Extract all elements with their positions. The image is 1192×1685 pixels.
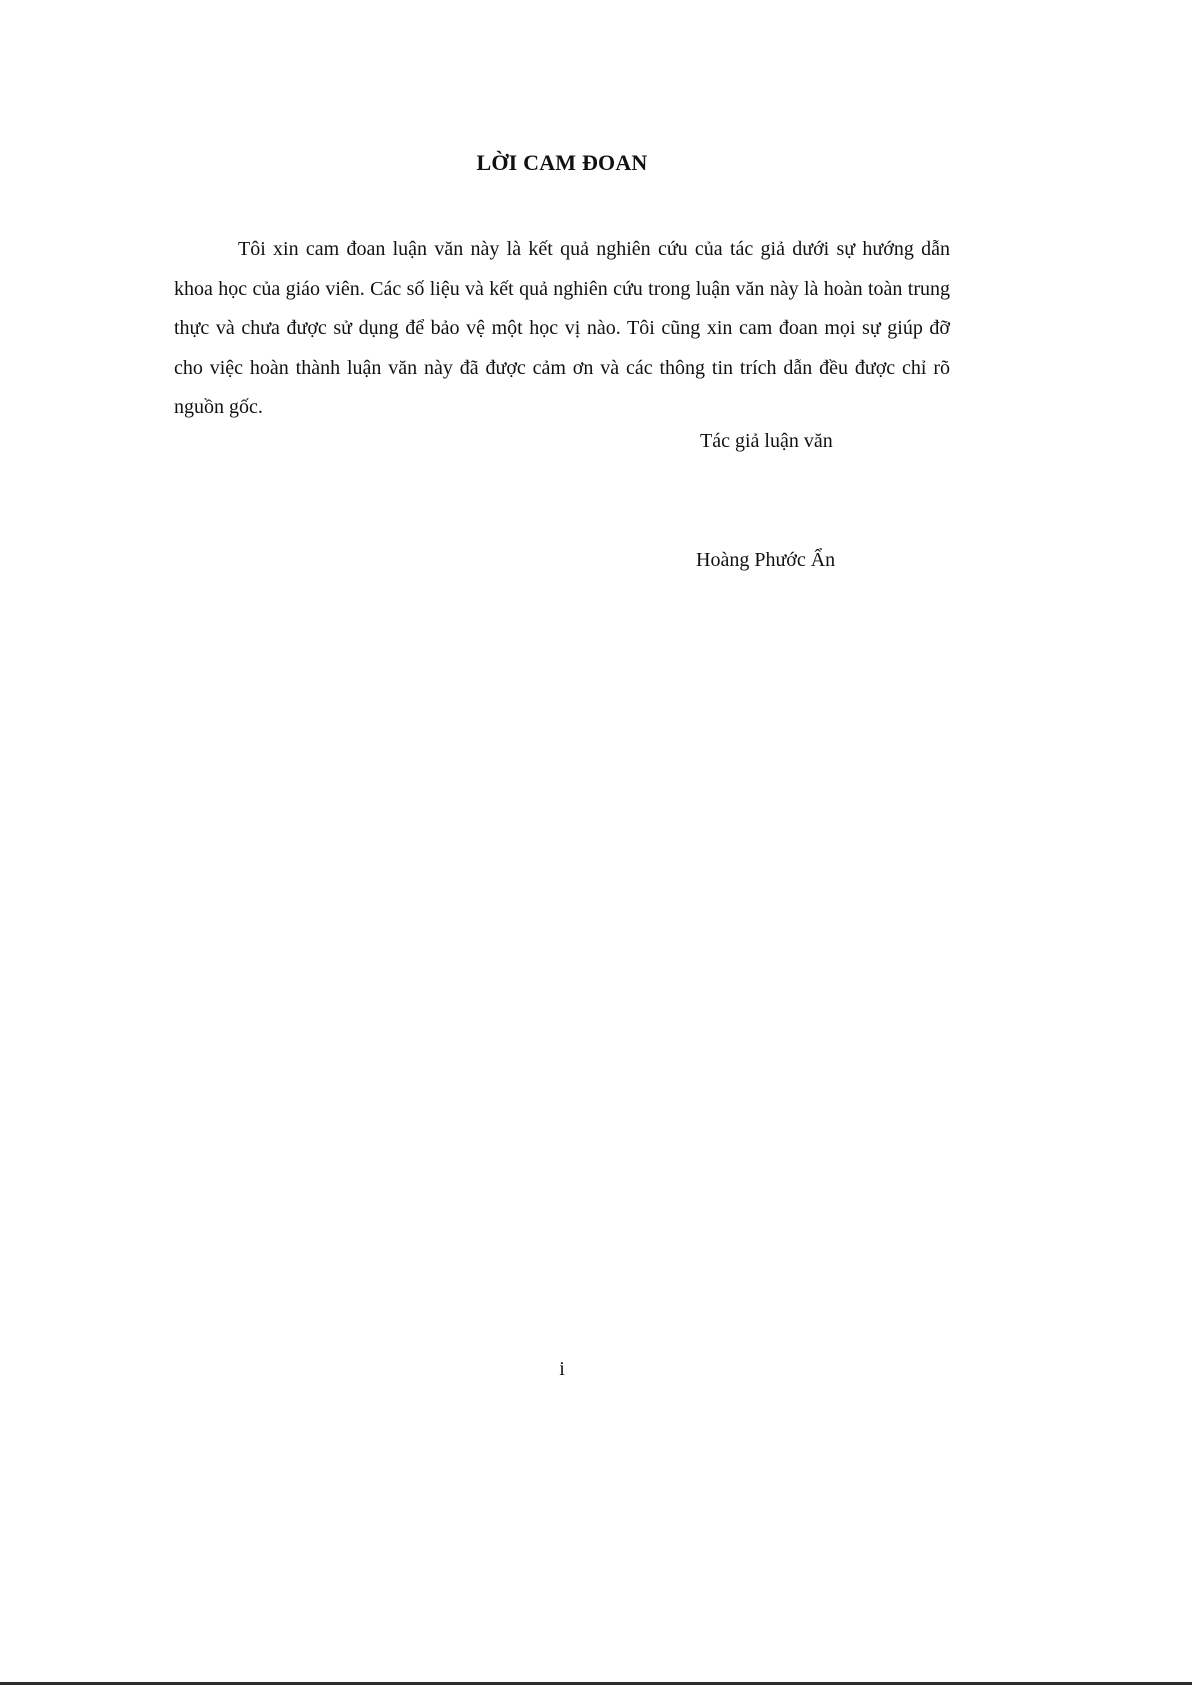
signature-label: Tác giả luận văn <box>700 430 833 452</box>
page-number: i <box>559 1358 565 1380</box>
declaration-paragraph: Tôi xin cam đoan luận văn này là kết quả nghiên cứu của tác giả dưới sự hướng dẫn khoa học của giáo viên. Các số liệu và kết quả nghiên cứu trong luận văn này là hoàn toàn trung thực và chưa được sử dụng để bảo vệ một học vị nào. Tôi cũng xin cam đoan mọi sự giúp đỡ cho việc hoàn thành luận văn này đã được cảm ơn và các thông tin trích dẫn đều được chỉ rõ nguồn gốc. <box>174 238 950 418</box>
page-title: LỜI CAM ĐOAN <box>476 150 648 175</box>
author-name: Hoàng Phước Ẩn <box>696 549 836 571</box>
